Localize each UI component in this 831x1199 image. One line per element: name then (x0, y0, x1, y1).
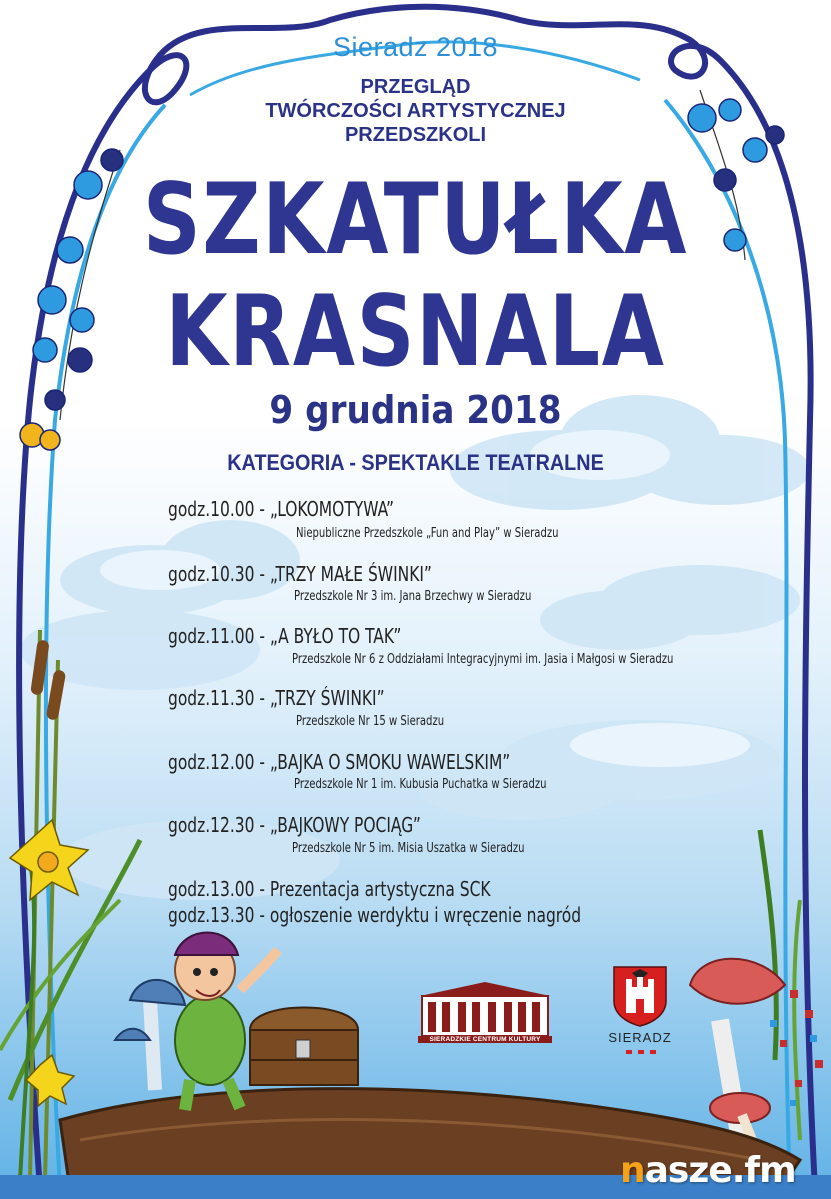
schedule-item-4-venue: Przedszkole Nr 15 w Sieradzu (296, 714, 445, 729)
schedule-item-2-time: godz.10.30 - „TRZY MAŁE ŚWINKI” (168, 562, 432, 586)
watermark-letter-n: n (620, 1150, 645, 1191)
nasze-fm-watermark (620, 1150, 796, 1191)
sck-logo (418, 980, 552, 1042)
sck-label: SIERADZKIE CENTRUM KULTURY (418, 1036, 552, 1043)
schedule-item-1-venue: Niepubliczne Przedszkole „Fun and Play” w Sieradzu (296, 526, 559, 541)
schedule-item-3-time: godz.11.00 - „A BYŁO TO TAK” (168, 624, 402, 648)
sieradz-label: SIERADZ (608, 1030, 672, 1045)
schedule-item-3-venue: Przedszkole Nr 6 z Oddziałami Integracyjnymi im. Jasia i Małgosi w Sieradzu (292, 652, 674, 667)
closing-item-2: godz.13.30 - ogłoszenie werdyktu i wręczenie nagród (168, 903, 582, 927)
subtitle-line-1: PRZEGLĄD (360, 76, 471, 98)
event-date: 9 grudnia 2018 (269, 388, 562, 432)
schedule-item-2-venue: Przedszkole Nr 3 im. Jana Brzechwy w Sieradzu (294, 589, 532, 604)
schedule-item-4-time: godz.11.30 - „TRZY ŚWINKI” (168, 686, 385, 710)
place-year: Sieradz 2018 (332, 32, 499, 62)
main-title-line-2: KRASNALA (165, 275, 666, 389)
subtitle-line-3: PRZEDSZKOLI (344, 124, 487, 146)
schedule-item-1-time: godz.10.00 - „LOKOMOTYWA” (168, 497, 395, 521)
sieradz-dots-decoration (626, 1050, 656, 1054)
schedule-item-5-venue: Przedszkole Nr 1 im. Kubusia Puchatka w Sieradzu (294, 777, 547, 792)
sieradz-coat-of-arms (612, 965, 668, 1027)
schedule-item-5-time: godz.12.00 - „BAJKA O SMOKU WAWELSKIM” (168, 750, 511, 774)
watermark-rest: asze.fm (644, 1150, 796, 1191)
schedule-item-6-time: godz.12.30 - „BAJKOWY POCIĄG” (168, 813, 421, 837)
category-heading: KATEGORIA - SPEKTAKLE TEATRALNE (227, 450, 604, 475)
subtitle-line-2: TWÓRCZOŚCI ARTYSTYCZNEJ (265, 100, 566, 122)
main-title-line-1: SZKATUŁKA (142, 163, 689, 277)
schedule-item-6-venue: Przedszkole Nr 5 im. Misia Uszatka w Sieradzu (292, 841, 525, 856)
closing-item-1: godz.13.00 - Prezentacja artystyczna SCK (168, 877, 491, 901)
